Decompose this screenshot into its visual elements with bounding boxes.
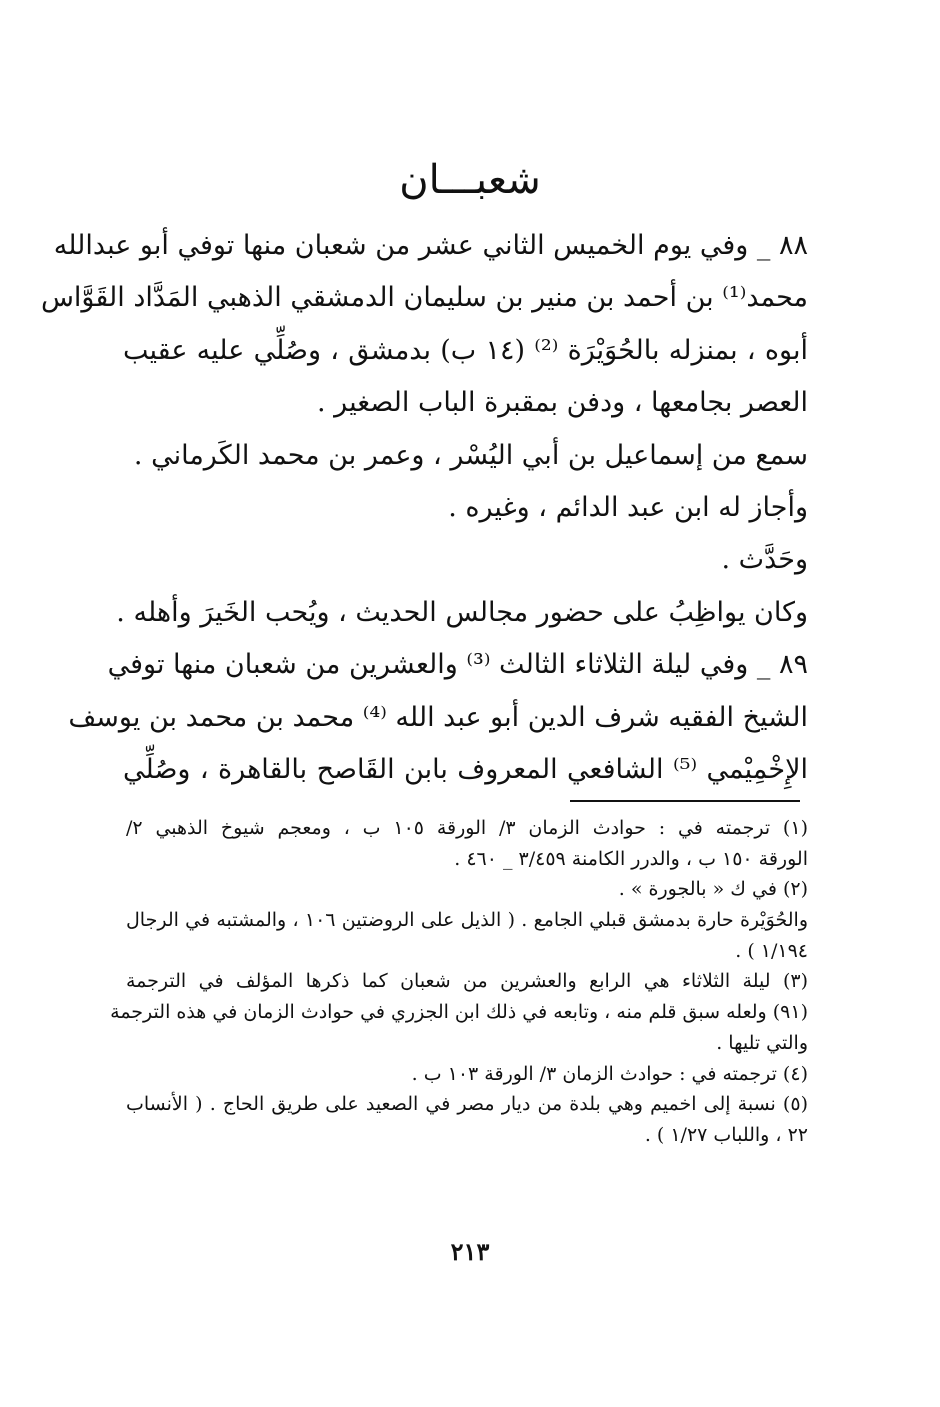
footnote-line: والحُوَيْرة حارة بدمشق قبلي الجامع . ( الذيل على الروضتين ١٠٦ ، والمشتبه في الرجال	[126, 909, 809, 932]
text-line: الشيخ الفقيه شرف الدين أبو عبد الله ⁽⁴⁾ محمد بن محمد بن يوسف	[68, 701, 808, 733]
footnote-line: (٩١) ولعله سبق قلم منه ، وتابعه في ذلك ابن الجزري في حوادث الزمان في هذه الترجمة	[110, 1001, 808, 1024]
text-line-entry-88: ٨٨ _ وفي يوم الخميس الثاني عشر من شعبان منها توفي أبو عبدالله	[53, 230, 808, 261]
footnote-separator	[570, 800, 800, 802]
text-line: العصر بجامعها ، ودفن بمقبرة الباب الصغير .	[317, 387, 808, 419]
footnote-line: (٢) في ك « بالجورة » .	[618, 878, 808, 901]
text-line: وكان يواظِبُ على حضور مجالس الحديث ، ويُحب الخَيرَ وأهله .	[116, 596, 808, 628]
footnote-line: والتي تليها .	[716, 1031, 808, 1054]
footnote-line: ٢٢ ، واللباب ١/٢٧ ) .	[644, 1123, 808, 1146]
text-line: أبوه ، بمنزله بالحُوَيْرَة ⁽²⁾ (١٤ ب) بدمشق ، وصُلِّي عليه عقيب	[123, 334, 808, 366]
footnotes	[110, 813, 809, 1151]
main-text	[40, 220, 808, 796]
footnote-line: (٤) ترجمته في : حوادث الزمان ٣/ الورقة ١٠٣ ب .	[411, 1062, 808, 1085]
text-line: الإِخْمِيْمي ⁽⁵⁾ الشافعي المعروف بابن القَاصح بالقاهرة ، وصُلِّي	[123, 753, 808, 785]
footnote-line: الورقة ١٥٠ ب ، والدرر الكامنة ٣/٤٥٩ _ ٤٦٠ .	[454, 847, 808, 870]
text-line: محمد⁽¹⁾ بن أحمد بن منير بن سليمان الدمشقي الذهبي المَدَّاد القَوَّاس	[40, 282, 808, 314]
page-number: ٢١٣	[450, 1237, 490, 1266]
chapter-heading: شعبـــان	[399, 157, 541, 203]
text-line: وحَدَّث .	[721, 544, 808, 576]
footnote-line: (٣) ليلة الثلاثاء هي الرابع والعشرين من شعبان كما ذكرها المؤلف في الترجمة	[126, 970, 808, 993]
text-line: سمع من إسماعيل بن أبي اليُسْر ، وعمر بن محمد الكَرماني .	[133, 439, 808, 471]
footnote-line: (١) ترجمته في : حوادث الزمان ٣/ الورقة ١٠٥ ب ، ومعجم شيوخ الذهبي ٢/	[126, 817, 808, 839]
text-line: وأجاز له ابن عبد الدائم ، وغيره .	[448, 491, 808, 523]
text-line-entry-89: ٨٩ _ وفي ليلة الثلاثاء الثالث ⁽³⁾ والعشرين من شعبان منها توفي	[107, 649, 808, 681]
footnote-line: ١/١٩٤ ) .	[735, 939, 808, 962]
footnote-line: (٥) نسبة إلى اخميم وهي بلدة من ديار مصر في الصعيد على طريق الحاج . ( الأنساب	[126, 1093, 808, 1116]
